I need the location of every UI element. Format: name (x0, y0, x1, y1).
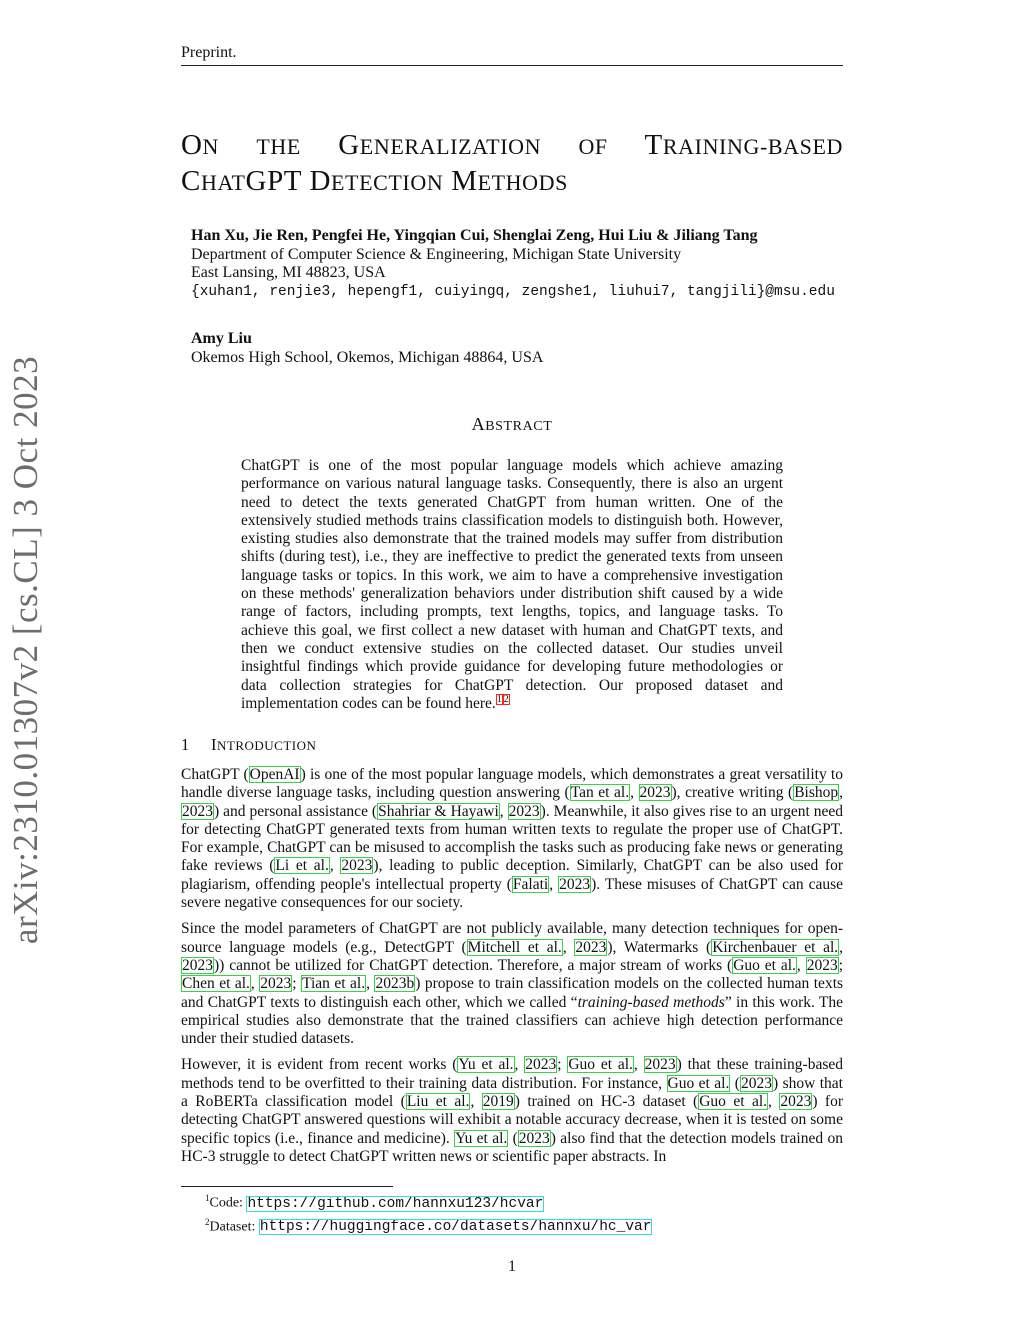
paper-title (181, 128, 843, 200)
citation-link[interactable]: 2023 (575, 938, 607, 956)
citation-link[interactable]: Bishop (794, 784, 839, 802)
citation-link[interactable]: Chen et al. (182, 975, 250, 993)
citation-link[interactable]: 2023 (260, 975, 292, 993)
emphasis-term: training-based methods (577, 993, 725, 1011)
citation-link[interactable]: Shahriar & Hayawi (378, 802, 499, 820)
running-header: Preprint. (181, 44, 237, 61)
citation-link[interactable]: 2023b (375, 975, 415, 993)
footnote-ref-1[interactable]: 1 (496, 693, 502, 705)
citation-link[interactable]: Tan et al. (570, 784, 630, 802)
citation-link[interactable]: 2023 (341, 857, 373, 875)
paragraph: However, it is evident from recent works (Yu et al., 2023; Guo et al., 2023) that these training-based methods tend to be overfitted to their training data distribution. For instance, Guo et al. (2023) show that a RoBERTa classification model (Liu et al., 2019) trained on HC-3 dataset (Guo et al., 2023) for detecting ChatGPT answered questions will exhibit a notable accuracy decrease, when it is tested on some specific topics (i.e., finance and medicine). Yu et al. (2023) also find that the detection models trained on HC-3 struggle to detect ChatGPT written news or scientific paper abstracts. In (181, 1056, 844, 1165)
title-word: ON (181, 129, 220, 161)
citation-link[interactable]: 2023 (806, 956, 838, 974)
citation-link[interactable]: Yu et al. (458, 1056, 514, 1074)
citation-link[interactable]: 2023 (780, 1093, 812, 1111)
abstract-text (241, 457, 783, 713)
header-rule (181, 65, 843, 66)
citation-link[interactable]: Yu et al. (455, 1129, 508, 1147)
abstract-heading: ABSTRACT (471, 414, 553, 434)
page-number: 1 (508, 1258, 516, 1275)
footnote-ref-2[interactable]: 2 (503, 693, 509, 705)
section-heading-introduction: 1 INTRODUCTION (181, 735, 317, 754)
footnote-1: $^1$Code: https://github.com/hannxu123/hcvar (205, 1193, 544, 1212)
title-word: GENERALIZATION (338, 129, 542, 161)
citation-link[interactable]: Kirchenbauer et al. (712, 938, 839, 956)
citation-link[interactable]: 2023 (518, 1129, 550, 1147)
citation-link[interactable]: Liu et al. (406, 1093, 470, 1111)
paragraph: Since the model parameters of ChatGPT are not publicly available, many detection techniques for open-source language models (e.g., DetectGPT (Mitchell et al., 2023), Watermarks (Kirchenbauer et al., 2023)) cannot be utilized for ChatGPT detection. Therefore, a major stream of works (Guo et al., 2023; Chen et al., 2023; Tian et al., 2023b) propose to train classification models on the collected human texts and ChatGPT texts to distinguish each other, which we called “training-based methods” in this work. The empirical studies also demonstrate that the trained classifiers can achieve high detection performance under their studied datasets. (181, 920, 844, 1048)
title-word: OF (578, 134, 608, 159)
citation-link[interactable]: Guo et al. (568, 1056, 633, 1074)
citation-link[interactable]: 2023 (508, 802, 540, 820)
title-line-1 (181, 128, 843, 164)
citation-link[interactable]: 2023 (559, 875, 591, 893)
footnote-2: $^2$Dataset: https://huggingface.co/datasets/hannxu/hc_var (205, 1216, 652, 1236)
arxiv-identifier: arXiv:2310.01307v2 [cs.CL] 3 Oct 2023 (6, 355, 45, 945)
dataset-url-link[interactable]: https://huggingface.co/datasets/hannxu/hc_var (259, 1219, 652, 1236)
paragraph: ChatGPT (OpenAI) is one of the most popular language models, which demonstrates a great versatility to handle diverse language tasks, including question answering (Tan et al., 2023), creative writing (Bishop, 2023) and personal assistance (Shahriar & Hayawi, 2023). Meanwhile, it also gives rise to an urgent need for detecting ChatGPT generated texts from human written texts to regulate the proper use of ChatGPT. For example, ChatGPT can be misused to accomplish the tasks such as producing fake news or generating fake reviews (Li et al., 2023), leading to public deception. Similarly, ChatGPT can be also used for plagiarism, offending people's intellectual property (Falati, 2023). These misuses of ChatGPT can cause severe negative consequences for our society. (181, 766, 844, 912)
citation-link[interactable]: OpenAI (249, 766, 300, 783)
footnote-rule (181, 1186, 393, 1187)
citation-link[interactable]: 2023 (644, 1056, 676, 1074)
citation-link[interactable]: 2023 (182, 956, 213, 974)
footnotes (205, 1189, 652, 1236)
title-word: THE (256, 134, 301, 159)
author-block (191, 227, 835, 301)
second-author-block (191, 330, 543, 367)
introduction-body (181, 766, 843, 1174)
citation-link[interactable]: Mitchell et al. (467, 938, 562, 956)
citation-link[interactable]: Guo et al. (699, 1093, 768, 1111)
citation-link[interactable]: 2023 (525, 1056, 557, 1074)
citation-link[interactable]: Li et al. (275, 857, 329, 875)
author-emails: {xuhan1, renjie3, hepengf1, cuiyingq, zengshe1, liuhui7, tangjili}@msu.edu (191, 283, 835, 300)
title-word: TRAINING-BASED (644, 129, 844, 161)
citation-link[interactable]: 2023 (639, 784, 671, 802)
second-author-affiliation: Okemos High School, Okemos, Michigan 48864, USA (191, 348, 544, 366)
citation-link[interactable]: Falati (512, 875, 549, 893)
citation-link[interactable]: Tian et al. (302, 975, 366, 993)
citation-link[interactable]: Guo et al. (733, 956, 796, 974)
abstract-body: ChatGPT is one of the most popular language models which achieve amazing performance on various natural language tasks. Consequently, there is also an urgent need to detect the texts generated ChatGPT from human written. One of the extensively studied methods trains classification models to distinguish both. However, existing studies also demonstrate that the trained models may suffer from distribution shifts (during test), i.e., they are ineffective to predict the generated texts from unseen language tasks or topics. In this work, we aim to have a comprehensive investigation on these methods' generalization behaviors under distribution shift caused by a wide range of factors, including prompts, text lengths, topics, and language tasks. To achieve this goal, we first collect a new dataset with human and ChatGPT texts, and then we conduct extensive studies on the collected dataset. Our studies unveil insightful findings which provide guidance for developing future methodologies or data collection strategies for ChatGPT detection. Our proposed dataset and implementation codes can be found here. (241, 457, 783, 712)
citation-link[interactable]: 2023 (182, 802, 213, 820)
citation-link[interactable]: Guo et al. (667, 1074, 730, 1092)
code-url-link[interactable]: https://github.com/hannxu123/hcvar (247, 1195, 544, 1212)
author-address: East Lansing, MI 48823, USA (191, 264, 386, 281)
second-author-name: Amy Liu (191, 330, 252, 347)
title-line-2: CHATGPT DETECTION METHODS (181, 165, 568, 197)
author-affiliation: Department of Computer Science & Engineering, Michigan State University (191, 245, 682, 263)
author-names: Han Xu, Jie Ren, Pengfei He, Yingqian Cui, Shenglai Zeng, Hui Liu & Jiliang Tang (191, 227, 758, 244)
citation-link[interactable]: 2023 (740, 1074, 772, 1092)
citation-link[interactable]: 2019 (482, 1093, 514, 1111)
